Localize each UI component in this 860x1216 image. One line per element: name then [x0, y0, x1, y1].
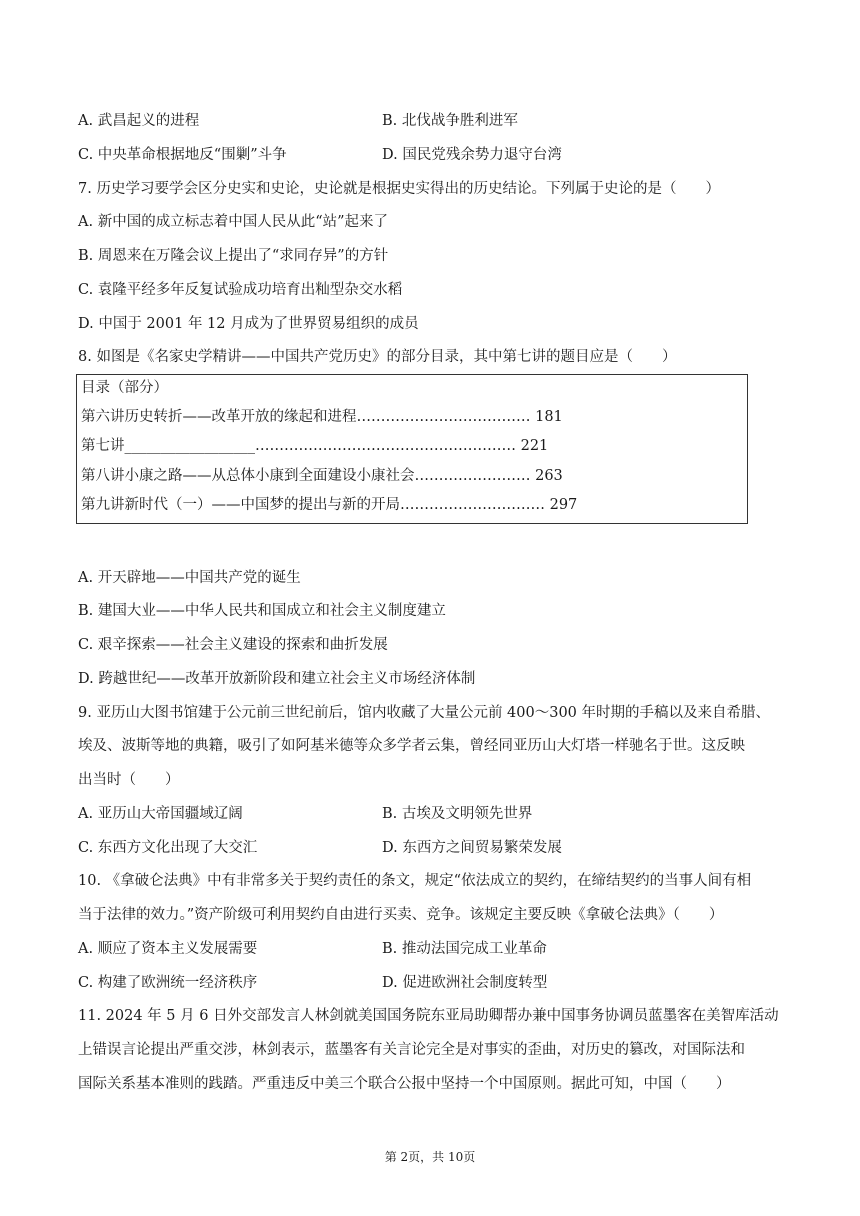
q9-option-d: D. 东西方之间贸易繁荣发展: [382, 840, 562, 856]
q7-option-d: D. 中国于 2001 年 12 月成为了世界贸易组织的成员: [78, 316, 419, 332]
q7-option-a: A. 新中国的成立标志着中国人民从此“站”起来了: [78, 214, 389, 230]
q10-option-b: B. 推动法国完成工业革命: [382, 941, 547, 957]
q9-stem-line: 埃及、波斯等地的典籍，吸引了如阿基米德等众多学者云集，曾经同亚历山大灯塔一样驰名于世。这反映: [78, 738, 745, 754]
q8-option-c: C. 艰辛探索——社会主义建设的探索和曲折发展: [78, 637, 388, 653]
q8-option-a: A. 开天辟地——中国共产党的诞生: [78, 570, 301, 586]
q7-option-c: C. 袁隆平经多年反复试验成功培育出籼型杂交水稻: [78, 282, 403, 298]
table-of-contents-box: [76, 374, 748, 524]
q6-option-c: C. 中央革命根据地反“围剿”斗争: [78, 147, 287, 163]
q10-option-d: D. 促进欧洲社会制度转型: [382, 975, 548, 991]
page-number-footer: 第 2页，共 10页: [384, 1150, 476, 1164]
q8-option-b: B. 建国大业——中华人民共和国成立和社会主义制度建立: [78, 603, 446, 619]
q9-stem-line: 出当时（ ）: [78, 772, 180, 788]
q9-option-a: A. 亚历山大帝国疆域辽阔: [78, 806, 243, 822]
toc-entry: 第七讲__________________……………………………………………… 221: [81, 438, 549, 454]
q10-option-c: C. 构建了欧洲统一经济秩序: [78, 975, 258, 991]
q10-option-a: A. 顺应了资本主义发展需要: [78, 941, 258, 957]
q11-stem-line: 11. 2024 年 5 月 6 日外交部发言人林剑就美国国务院东亚局助卿帮办兼中国事务协调员蓝墨客在美智库活动: [78, 1008, 779, 1024]
q7-option-b: B. 周恩来在万隆会议上提出了“求同存异”的方针: [78, 248, 389, 264]
toc-entry: 第六讲历史转折——改革开放的缘起和进程……………………………… 181: [81, 409, 563, 425]
toc-title: 目录（部分）: [81, 380, 168, 396]
q8-option-d: D. 跨越世纪——改革开放新阶段和建立社会主义市场经济体制: [78, 671, 476, 687]
toc-entry: 第八讲小康之路——从总体小康到全面建设小康社会…………………… 263: [81, 468, 563, 484]
q9-option-c: C. 东西方文化出现了大交汇: [78, 840, 258, 856]
q7-stem: 7. 历史学习要学会区分史实和史论，史论就是根据史实得出的历史结论。下列属于史论的是（ ）: [78, 181, 720, 197]
toc-entry: 第九讲新时代（一）——中国梦的提出与新的开局………………………… 297: [81, 497, 578, 513]
q10-stem-line: 10. 《拿破仑法典》中有非常多关于契约责任的条文，规定“依法成立的契约，在缔结契约的当事人间有相: [78, 873, 752, 889]
q6-option-b: B. 北伐战争胜利进军: [382, 113, 518, 129]
q9-stem-line: 9. 亚历山大图书馆建于公元前三世纪前后，馆内收藏了大量公元前 400～300 年时期的手稿以及来自希腊、: [78, 705, 771, 721]
q9-option-b: B. 古埃及文明领先世界: [382, 806, 533, 822]
q10-stem-line: 当于法律的效力。”资产阶级可利用契约自由进行买卖、竞争。该规定主要反映《拿破仑法典》（ ）: [78, 907, 724, 923]
q11-stem-line: 国际关系基本准则的践踏。严重违反中美三个联合公报中坚持一个中国原则。据此可知，中国（ ）: [78, 1076, 731, 1092]
q8-stem: 8. 如图是《名家史学精讲——中国共产党历史》的部分目录，其中第七讲的题目应是（ ）: [78, 349, 677, 365]
q6-option-d: D. 国民党残余势力退守台湾: [382, 147, 562, 163]
q6-option-a: A. 武昌起义的进程: [78, 113, 200, 129]
q11-stem-line: 上错误言论提出严重交涉，林剑表示，蓝墨客有关言论完全是对事实的歪曲，对历史的篡改，对国际法和: [78, 1042, 745, 1058]
